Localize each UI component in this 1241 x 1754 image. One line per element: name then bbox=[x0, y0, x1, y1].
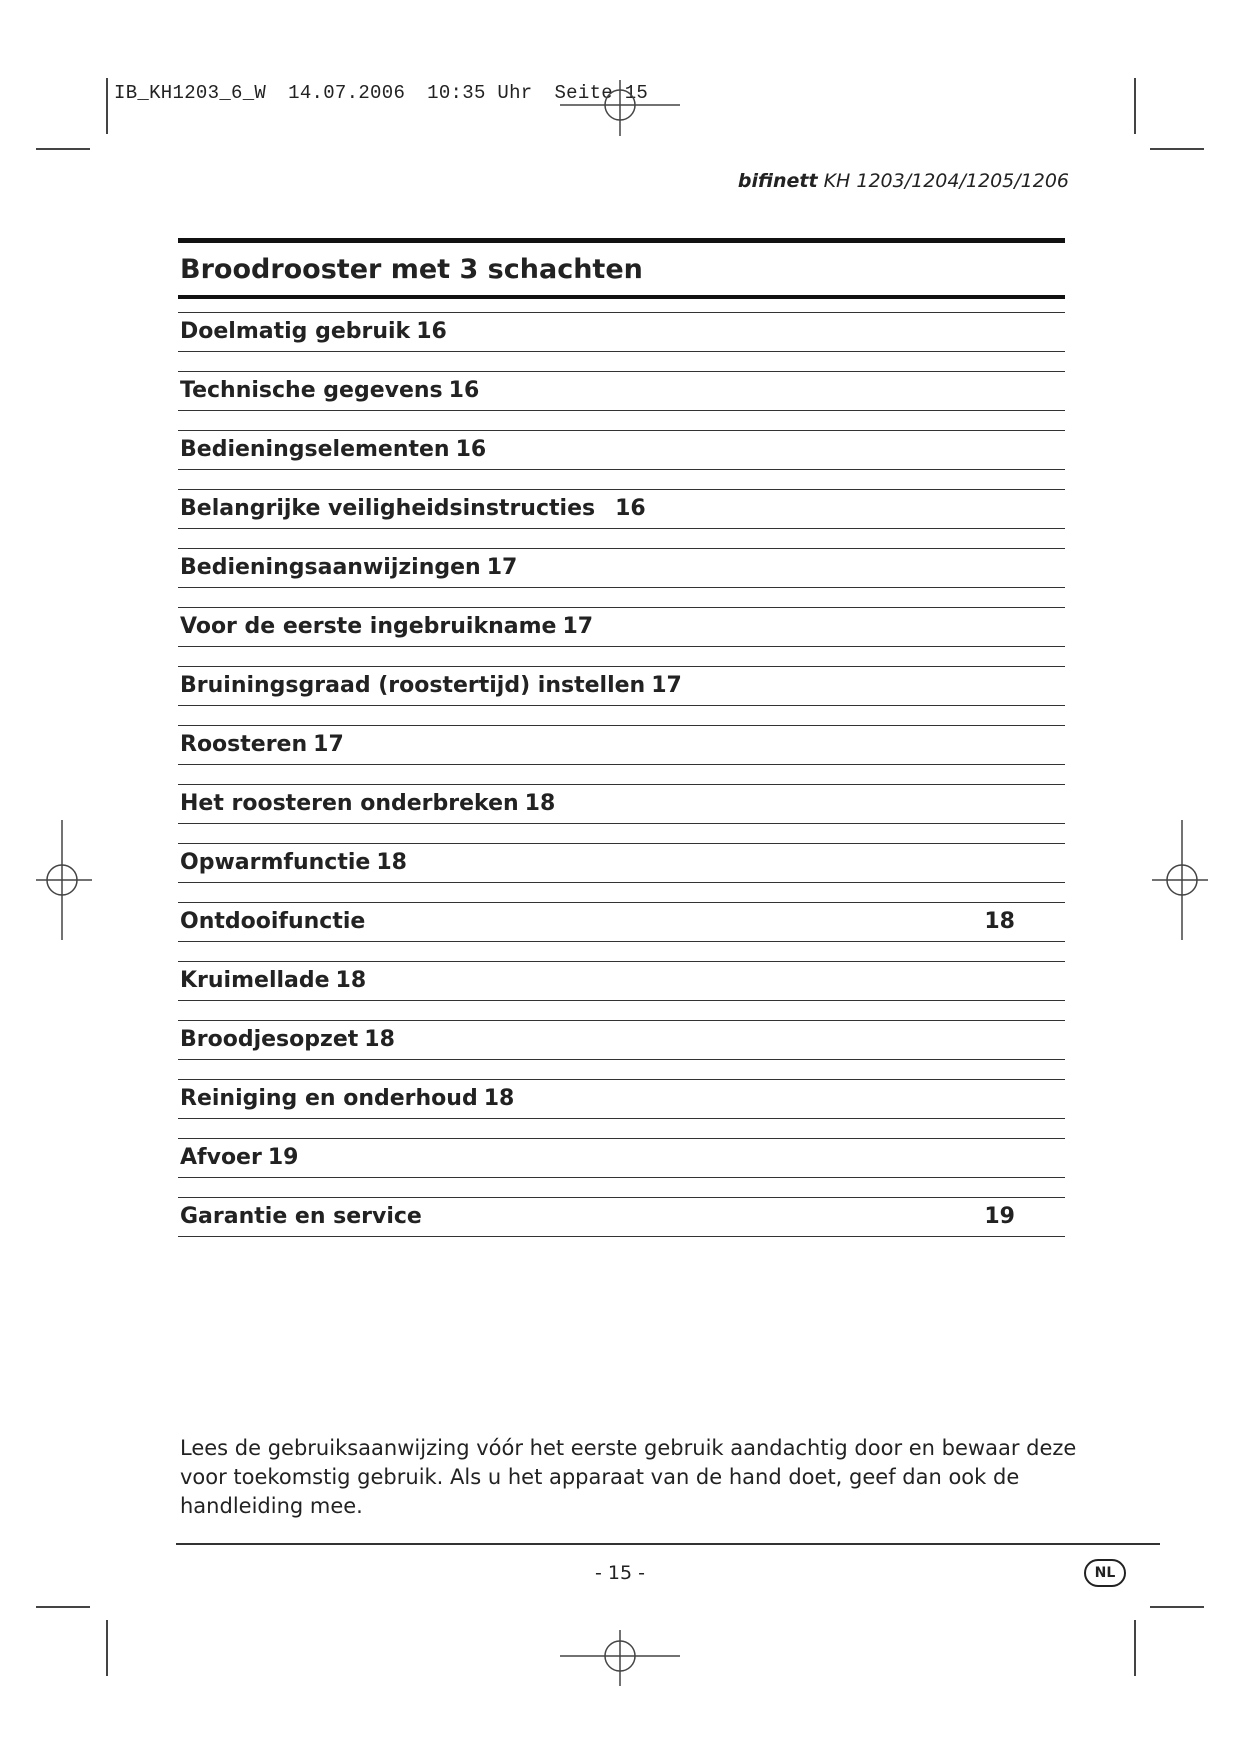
footer-rule bbox=[176, 1543, 1160, 1545]
toc-entry-page: 18 bbox=[483, 1086, 515, 1111]
toc-entry-page: 17 bbox=[651, 673, 682, 698]
page-title: Broodrooster met 3 schachten bbox=[180, 254, 643, 285]
crop-mark bbox=[1150, 148, 1204, 150]
toc-entry-page: 18 bbox=[364, 1027, 395, 1052]
toc-entry-label: Technische gegevens bbox=[180, 378, 443, 403]
toc-entry bbox=[178, 607, 1065, 647]
toc-entry-page: 16 bbox=[416, 319, 447, 344]
toc-entry-page: 16 bbox=[448, 378, 480, 403]
toc-entry bbox=[178, 725, 1065, 765]
crop-mark bbox=[1150, 1606, 1204, 1608]
slug-time: 10:35 Uhr bbox=[427, 82, 533, 104]
crop-mark bbox=[106, 1620, 108, 1676]
toc-entry-label: Roosteren bbox=[180, 732, 308, 757]
toc-entry-page: 16 bbox=[455, 437, 487, 462]
crop-mark bbox=[36, 148, 90, 150]
toc-entry bbox=[178, 961, 1065, 1001]
table-of-contents bbox=[178, 238, 1065, 1237]
toc-entry-label: Het roosteren onderbreken bbox=[180, 791, 519, 816]
toc-entry-page: 18 bbox=[376, 850, 407, 875]
slug-page: Seite 15 bbox=[554, 82, 649, 104]
toc-entry-page: 17 bbox=[313, 732, 344, 757]
crop-mark bbox=[1134, 1620, 1136, 1676]
slug-date: 14.07.2006 bbox=[288, 82, 406, 104]
toc-entry-label: Bruiningsgraad (roostertijd) instellen bbox=[180, 673, 646, 698]
toc-entry-page: 18 bbox=[335, 968, 367, 993]
toc-entry-label: Opwarmfunctie bbox=[180, 850, 371, 875]
page-number: - 15 - bbox=[595, 1562, 645, 1584]
brand-name: bifinett bbox=[737, 170, 818, 192]
toc-entry-page: 18 bbox=[524, 791, 556, 816]
toc-entry bbox=[178, 784, 1065, 824]
crop-mark bbox=[1134, 78, 1136, 134]
slug-job: IB_KH1203_6_W bbox=[114, 82, 267, 104]
crop-mark bbox=[106, 78, 108, 134]
toc-entry bbox=[178, 843, 1065, 883]
toc-entry-label: Broodjesopzet bbox=[180, 1027, 359, 1052]
toc-entry bbox=[178, 1138, 1065, 1178]
toc-entry bbox=[178, 666, 1065, 706]
toc-entry bbox=[178, 312, 1065, 352]
toc-entry-label: Reiniging en onderhoud bbox=[180, 1086, 478, 1111]
language-badge: NL bbox=[1084, 1559, 1126, 1587]
toc-entry-label: Bedieningselementen bbox=[180, 437, 450, 462]
registration-mark-left-icon bbox=[34, 820, 94, 940]
instruction-note: Lees de gebruiksaanwijzing vóór het eerste gebruik aandachtig door en bewaar deze voor toekomstig gebruik. Als u het apparaat van de hand doet, geef dan ook de handleiding mee. bbox=[180, 1436, 1077, 1518]
toc-entry-label: Bedieningsaanwijzingen bbox=[180, 555, 481, 580]
toc-entry bbox=[178, 430, 1065, 470]
toc-entry-label: Garantie en service bbox=[180, 1204, 422, 1229]
toc-entry-label: Kruimellade bbox=[180, 968, 330, 993]
toc-entry-page: 16 bbox=[615, 496, 646, 521]
toc-entry-page: 19 bbox=[267, 1145, 299, 1170]
crop-mark bbox=[36, 1606, 90, 1608]
toc-entry-label: Belangrijke veiligheidsinstructies bbox=[180, 496, 596, 521]
toc-entry bbox=[178, 1020, 1065, 1060]
toc-entry-label: Voor de eerste ingebruikname bbox=[180, 614, 557, 639]
toc-entry-label: Afvoer bbox=[180, 1145, 262, 1170]
toc-entry bbox=[178, 1197, 1065, 1237]
title-rule-bottom bbox=[178, 295, 1065, 299]
toc-entry-label: Ontdooifunctie bbox=[180, 909, 366, 934]
toc-entry-page: 17 bbox=[562, 614, 594, 639]
toc-entry-page: 17 bbox=[486, 555, 518, 580]
registration-mark-top-icon bbox=[560, 80, 680, 140]
brand-header bbox=[738, 170, 1069, 192]
toc-entry bbox=[178, 371, 1065, 411]
toc-entry bbox=[178, 489, 1065, 529]
registration-mark-right-icon bbox=[1150, 820, 1210, 940]
toc-entry-page: 19 bbox=[984, 1204, 1015, 1229]
registration-mark-bottom-icon bbox=[560, 1626, 680, 1686]
model-numbers: KH 1203/1204/1205/1206 bbox=[823, 170, 1069, 192]
toc-entry bbox=[178, 902, 1065, 942]
toc-entry-page: 18 bbox=[984, 909, 1015, 934]
toc-entry bbox=[178, 1079, 1065, 1119]
toc-entry bbox=[178, 548, 1065, 588]
toc-entry-label: Doelmatig gebruik bbox=[180, 319, 411, 344]
